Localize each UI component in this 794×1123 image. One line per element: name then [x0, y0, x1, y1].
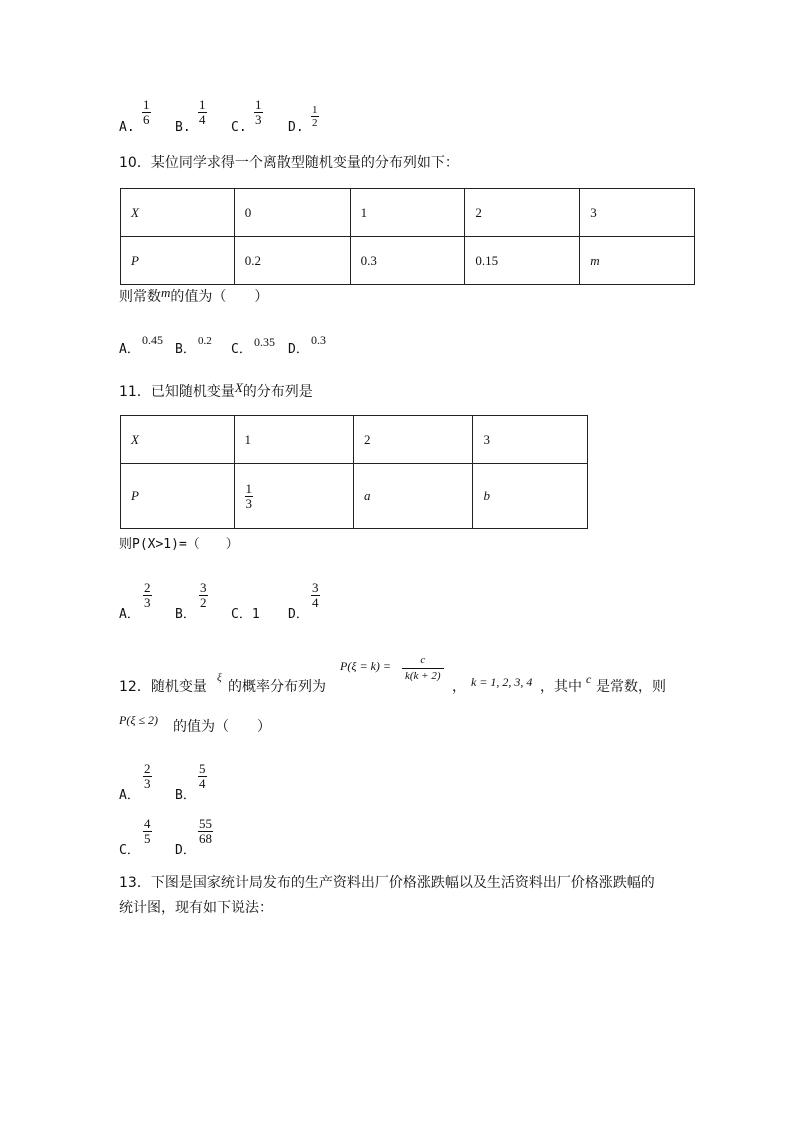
table-row	[121, 464, 588, 529]
table-cell: 1	[234, 416, 353, 464]
q9-option-c-fraction	[254, 98, 263, 127]
q12-stem-text: 是常数，则	[596, 679, 666, 695]
q12-option-c-label: C．	[119, 843, 140, 858]
q12-option-b-label: B．	[175, 788, 196, 803]
q9-option-d-fraction	[311, 104, 319, 129]
q9-option-b-fraction	[198, 98, 207, 127]
q11-option-a-label: A．	[119, 607, 140, 622]
denominator: k(k + 2)	[402, 668, 444, 684]
fraction-one-third	[245, 482, 254, 511]
table-row	[121, 237, 695, 285]
q11-option-b-fraction	[199, 581, 208, 610]
numerator: 1	[245, 481, 253, 496]
numerator: c	[420, 654, 426, 666]
q12-stem-text: 12．随机变量	[119, 679, 207, 695]
k-values: k = 1, 2, 3, 4	[471, 675, 533, 689]
numerator: 1	[199, 97, 206, 112]
denominator: 3	[245, 496, 253, 511]
q9-option-a-fraction	[142, 98, 151, 127]
q10-option-b-label: B．	[175, 342, 196, 357]
stem-text: 的分布列是	[242, 384, 313, 400]
table-cell	[234, 464, 353, 529]
q10-option-c-label: C．	[231, 342, 252, 357]
q9-option-d-label: D.	[288, 120, 304, 135]
q10-option-d-label: D．	[288, 342, 309, 357]
q11-question: 则P(X>1)=（ ）	[119, 537, 239, 552]
question-expression: P(ξ ≤ 2)	[119, 713, 159, 727]
denominator: 4	[199, 112, 206, 127]
q12-option-c-fraction	[143, 817, 152, 846]
question-text: 的值为（ ）	[173, 719, 271, 735]
table-cell: 0.2	[234, 237, 350, 285]
numerator: 2	[144, 580, 151, 595]
q11-distribution-table	[120, 415, 588, 529]
q11-stem	[119, 382, 313, 402]
q12-option-a-fraction	[143, 762, 152, 791]
table-cell: a	[354, 464, 473, 529]
q10-option-a-value: 0.45	[142, 333, 163, 347]
table-cell: 0	[234, 189, 350, 237]
q12-option-b-fraction	[198, 762, 207, 791]
q12-option-d-fraction	[198, 817, 213, 846]
table-cell: 2	[354, 416, 473, 464]
q10-option-a-label: A．	[119, 342, 140, 357]
denominator: 4	[199, 776, 206, 791]
q11-option-c: C．1	[231, 607, 260, 622]
numerator: 1	[143, 97, 150, 112]
numerator: 1	[312, 104, 318, 116]
q10-distribution-table	[120, 188, 695, 285]
q9-option-c-label: C.	[231, 120, 247, 135]
q12-stem-text: 的概率分布列为	[228, 679, 326, 695]
denominator: 3	[144, 595, 151, 610]
denominator: 68	[199, 831, 212, 846]
table-cell: 0.15	[465, 237, 580, 285]
denominator: 2	[312, 117, 318, 129]
table-cell: m	[580, 237, 695, 285]
q12-stem-text: ，其中	[540, 679, 582, 695]
table-cell: 2	[465, 189, 580, 237]
q10-option-b-value: 0.2	[198, 335, 212, 347]
variable-x: X	[234, 380, 243, 395]
q9-option-a-label: A.	[119, 120, 135, 135]
q10-stem: 10．某位同学求得一个离散型随机变量的分布列如下：	[119, 155, 459, 171]
q10-option-d-value: 0.3	[311, 333, 326, 347]
q9-option-b-label: B.	[175, 120, 191, 135]
denominator: 4	[312, 595, 319, 610]
q11-option-d-fraction	[311, 581, 320, 610]
separator: ，	[452, 679, 466, 695]
variable-c: c	[586, 672, 592, 686]
q10-question	[119, 287, 268, 307]
table-cell: P	[121, 237, 235, 285]
q13-stem-line1: 13．下图是国家统计局发布的生产资料出厂价格涨跌幅以及生活资料出厂价格涨跌幅的	[119, 875, 655, 891]
table-cell: P	[121, 464, 235, 529]
q11-option-d-label: D．	[288, 607, 309, 622]
denominator: 6	[143, 112, 150, 127]
numerator: 3	[200, 580, 207, 595]
q13-stem-line2: 统计图，现有如下说法：	[119, 900, 273, 916]
table-row	[121, 416, 588, 464]
denominator: 3	[144, 776, 151, 791]
denominator: 5	[144, 831, 151, 846]
question-text: 则常数	[119, 289, 161, 305]
numerator: 55	[199, 816, 212, 831]
q11-option-b-label: B．	[175, 607, 196, 622]
formula-fraction	[402, 653, 444, 684]
table-cell: X	[121, 416, 235, 464]
numerator: 5	[199, 761, 206, 776]
variable-xi: ξ	[217, 672, 222, 684]
table-row	[121, 189, 695, 237]
table-cell: 3	[473, 416, 588, 464]
q11-option-a-fraction	[143, 581, 152, 610]
denominator: 2	[200, 595, 207, 610]
formula-lhs: P(ξ = k) =	[340, 659, 391, 673]
q12-option-a-label: A．	[119, 788, 140, 803]
table-cell: 0.3	[350, 237, 465, 285]
numerator: 2	[144, 761, 151, 776]
table-cell: b	[473, 464, 588, 529]
variable-m: m	[161, 285, 171, 300]
q12-option-d-label: D．	[175, 843, 196, 858]
table-cell: X	[121, 189, 235, 237]
numerator: 3	[312, 580, 319, 595]
numerator: 1	[255, 97, 262, 112]
stem-text: 11．已知随机变量	[119, 384, 235, 400]
denominator: 3	[255, 112, 262, 127]
question-text: 的值为（ ）	[170, 289, 269, 305]
table-cell: 3	[580, 189, 695, 237]
table-cell: 1	[350, 189, 465, 237]
q10-option-c-value: 0.35	[254, 335, 275, 349]
numerator: 4	[144, 816, 151, 831]
